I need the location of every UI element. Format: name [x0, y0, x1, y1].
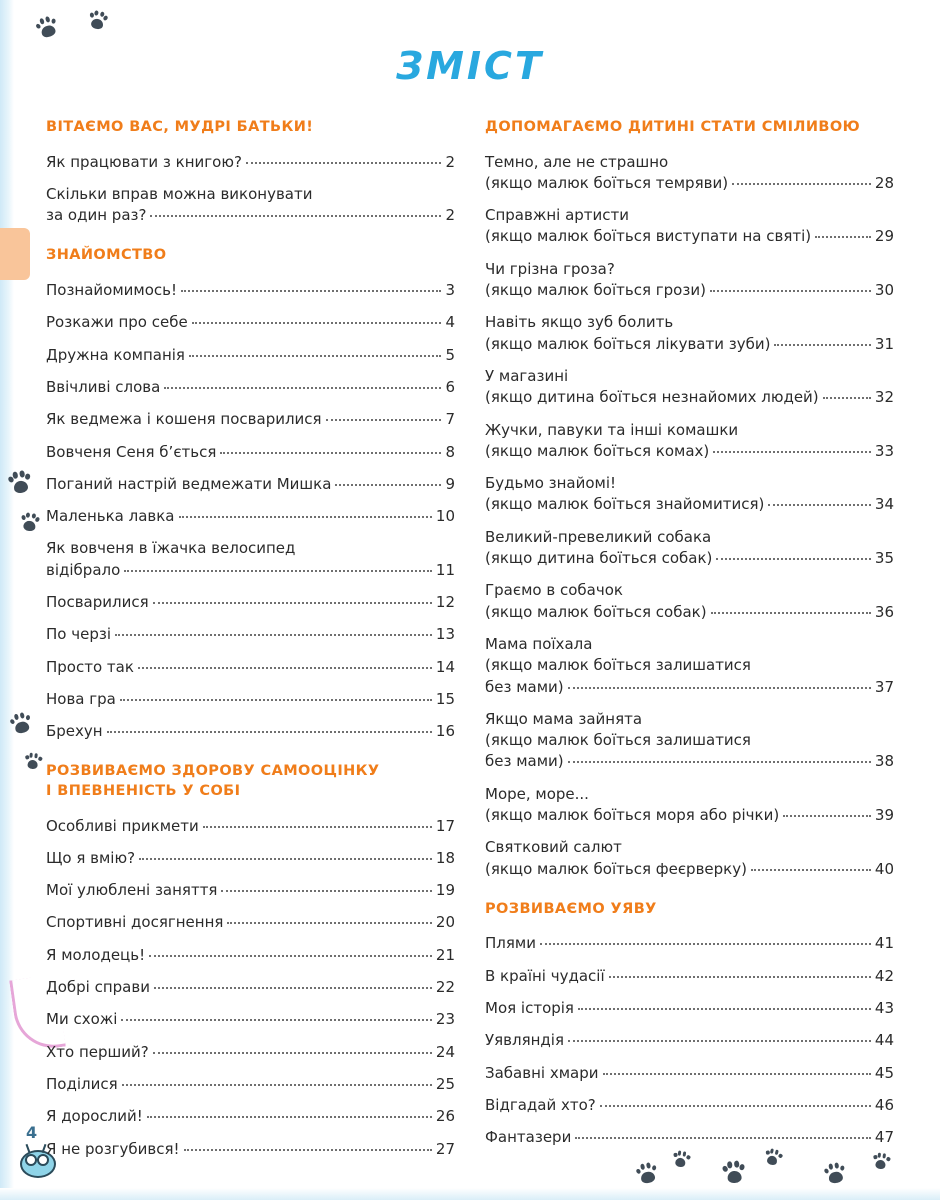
toc-leader-dots — [711, 612, 871, 614]
toc-entry-row — [46, 1139, 455, 1160]
toc-entry-page-number: 28 — [874, 173, 894, 192]
toc-entry-label: Забавні хмари — [485, 1063, 599, 1082]
toc-entry-page-number: 21 — [435, 945, 455, 964]
toc-entry-page-number: 41 — [874, 934, 894, 953]
toc-entry-row — [46, 912, 455, 933]
toc-entry-row — [46, 689, 455, 710]
toc-entry-row — [485, 494, 894, 515]
toc-entry-row — [485, 1127, 894, 1148]
toc-entry-label: Великий-превеликий собака — [485, 527, 712, 546]
toc-leader-dots — [751, 869, 871, 871]
toc-entry-label: відібрало — [46, 560, 121, 579]
toc-leader-dots — [540, 943, 871, 945]
toc-entry[interactable] — [46, 474, 455, 495]
page-title: ЗМІСТ — [396, 44, 544, 88]
toc-leader-dots — [115, 634, 432, 636]
toc-entry-page-number: 46 — [874, 1095, 894, 1114]
toc-entry-label: Уявляндія — [485, 1031, 564, 1050]
toc-entry-row — [485, 1063, 894, 1084]
toc-entry-page-number: 20 — [435, 913, 455, 932]
toc-entry-label: (якщо малюк боїться залишатися — [485, 656, 751, 675]
toc-entry[interactable] — [485, 473, 894, 516]
toc-entry-page-number: 24 — [435, 1042, 455, 1061]
toc-entry-row — [485, 966, 894, 987]
toc-entry-page-number: 47 — [874, 1128, 894, 1147]
toc-entry[interactable] — [46, 721, 455, 742]
toc-entry[interactable] — [485, 998, 894, 1019]
toc-entry[interactable] — [46, 345, 455, 366]
toc-entry-row — [485, 441, 894, 462]
toc-entry[interactable] — [46, 184, 455, 227]
toc-leader-dots — [783, 815, 871, 817]
toc-entry-row — [46, 312, 455, 333]
toc-leader-dots — [121, 1019, 431, 1021]
toc-entry-row — [485, 173, 894, 194]
toc-right-column — [485, 118, 894, 1180]
toc-leader-dots — [179, 516, 432, 518]
toc-entry[interactable] — [46, 1106, 455, 1127]
toc-entry-label: Мої улюблені заняття — [46, 881, 218, 900]
toc-entry[interactable] — [485, 1127, 894, 1148]
toc-leader-dots — [768, 504, 871, 506]
toc-leader-dots — [154, 987, 432, 989]
toc-section-title: ВІТАЄМО ВАС, МУДРІ БАТЬКИ! — [46, 119, 314, 135]
toc-entry[interactable] — [46, 592, 455, 613]
toc-entry-label: Чи грізна гроза? — [485, 259, 615, 278]
page-bottom-edge-decoration — [0, 1188, 940, 1200]
toc-entry-page-number: 40 — [874, 859, 894, 878]
toc-leader-dots — [609, 976, 871, 978]
toc-entry-row — [485, 677, 894, 698]
toc-entry-row — [485, 1095, 894, 1116]
toc-leader-dots — [221, 890, 431, 892]
paw-print-icon — [86, 8, 110, 32]
toc-entry-label: Справжні артисти — [485, 206, 630, 225]
toc-entry-page-number: 35 — [874, 549, 894, 568]
toc-leader-dots — [710, 290, 871, 292]
toc-entry-label: Вовченя Сеня б’ється — [46, 442, 217, 461]
toc-entry-row — [46, 816, 455, 837]
toc-entry-page-number: 2 — [445, 152, 455, 171]
toc-entry[interactable] — [485, 420, 894, 463]
toc-entry-row — [46, 624, 455, 645]
toc-entry[interactable] — [485, 1095, 894, 1116]
toc-entry[interactable] — [485, 259, 894, 302]
toc-entry-label: Святковий салют — [485, 838, 622, 857]
toc-entry-label: Просто так — [46, 657, 134, 676]
toc-entry-row — [46, 977, 455, 998]
toc-entry-label: (якщо малюк боїться знайомитися) — [485, 495, 765, 514]
toc-section — [46, 762, 455, 1159]
toc-entry-page-number: 39 — [874, 805, 894, 824]
toc-entry-page-number: 12 — [435, 592, 455, 611]
toc-entry-row — [46, 345, 455, 366]
toc-entry-label: без мами) — [485, 677, 564, 696]
toc-entry-label: Навіть якщо зуб болить — [485, 313, 674, 332]
toc-leader-dots — [568, 687, 871, 689]
toc-entry-page-number: 32 — [874, 388, 894, 407]
toc-entry-row — [46, 205, 455, 226]
toc-entry[interactable] — [46, 1042, 455, 1063]
toc-entry[interactable] — [46, 657, 455, 678]
toc-entry-label: (якщо дитина боїться незнайомих людей) — [485, 388, 819, 407]
toc-entry-label: Ввічливі слова — [46, 377, 161, 396]
toc-entry-row — [485, 280, 894, 301]
toc-entry-page-number: 27 — [435, 1139, 455, 1158]
toc-entry-page-number: 36 — [874, 602, 894, 621]
toc-entry-label: В країні чудасії — [485, 966, 605, 985]
toc-section-title: ЗНАЙОМСТВО — [46, 247, 167, 264]
toc-entry-page-number: 11 — [435, 560, 455, 579]
paw-print-icon — [33, 13, 61, 41]
toc-entry-label: Скільки вправ можна виконувати — [46, 184, 313, 203]
toc-entry-label: (якщо малюк боїться виступати на святі) — [485, 227, 812, 246]
toc-leader-dots — [575, 1137, 871, 1139]
toc-entry[interactable] — [46, 880, 455, 901]
toc-entry-page-number: 5 — [445, 345, 455, 364]
toc-entry[interactable] — [485, 709, 894, 773]
toc-entry-row — [485, 998, 894, 1019]
toc-entry[interactable] — [46, 409, 455, 430]
toc-entry-label: Хто перший? — [46, 1042, 149, 1061]
toc-entry[interactable] — [485, 784, 894, 827]
toc-entry-label: (якщо малюк боїться грози) — [485, 281, 706, 300]
toc-entry[interactable] — [46, 1009, 455, 1030]
toc-entry[interactable] — [46, 442, 455, 463]
toc-entry-row — [46, 1009, 455, 1030]
toc-entry-row — [46, 1042, 455, 1063]
toc-entry-row — [46, 442, 455, 463]
toc-entry-page-number: 31 — [874, 334, 894, 353]
toc-leader-dots — [107, 731, 432, 733]
toc-entry-label: Як ведмежа і кошеня посварилися — [46, 410, 322, 429]
toc-entry-row — [46, 506, 455, 527]
toc-entry[interactable] — [485, 366, 894, 409]
toc-entry-label: Особливі прикмети — [46, 816, 199, 835]
toc-entry-row — [46, 657, 455, 678]
toc-entry[interactable] — [485, 205, 894, 248]
toc-entry-label: Дружна компанія — [46, 345, 185, 364]
toc-entry-page-number: 7 — [445, 410, 455, 429]
toc-entry-row — [485, 387, 894, 408]
toc-entry-row — [485, 751, 894, 772]
toc-entry[interactable] — [46, 1139, 455, 1160]
toc-entry-page-number: 44 — [874, 1031, 894, 1050]
toc-entry-page-number: 37 — [874, 677, 894, 696]
toc-entry[interactable] — [46, 624, 455, 645]
toc-entry-row — [485, 805, 894, 826]
toc-entry[interactable] — [485, 1030, 894, 1051]
toc-leader-dots — [138, 667, 432, 669]
toc-entry-label: Я молодець! — [46, 945, 146, 964]
toc-entry-page-number: 4 — [445, 313, 455, 332]
toc-entry-page-number: 26 — [435, 1107, 455, 1126]
toc-leader-dots — [578, 1008, 871, 1010]
toc-entry[interactable] — [46, 816, 455, 837]
toc-entry[interactable] — [46, 312, 455, 333]
toc-entry-page-number: 23 — [435, 1010, 455, 1029]
page-number: 4 — [26, 1123, 38, 1142]
toc-entry-row — [485, 602, 894, 623]
toc-entry-page-number: 14 — [435, 657, 455, 676]
toc-leader-dots — [153, 1052, 432, 1054]
toc-entry[interactable] — [485, 580, 894, 623]
toc-entry[interactable] — [485, 837, 894, 880]
toc-leader-dots — [124, 570, 432, 572]
toc-leader-dots — [189, 355, 442, 357]
toc-section — [46, 118, 455, 226]
toc-entry-label: без мами) — [485, 752, 564, 771]
toc-section — [485, 900, 894, 1149]
toc-entry-page-number: 42 — [874, 966, 894, 985]
toc-section-title: ДОПОМАГАЄМО ДИТИНІ СТАТИ СМІЛИВОЮ — [485, 119, 860, 135]
toc-leader-dots — [227, 922, 431, 924]
toc-entry-page-number: 15 — [435, 689, 455, 708]
toc-entry[interactable] — [46, 912, 455, 933]
toc-entry-page-number: 45 — [874, 1063, 894, 1082]
toc-entry-label: Я не розгубився! — [46, 1139, 180, 1158]
toc-entry-label: Добрі справи — [46, 978, 150, 997]
toc-section — [485, 118, 894, 880]
toc-entry-row — [46, 280, 455, 301]
toc-entry-label: Граємо в собачок — [485, 581, 623, 600]
toc-entry-page-number: 34 — [874, 495, 894, 514]
toc-entry-row — [46, 560, 455, 581]
toc-entry-row — [485, 933, 894, 954]
toc-entry-row — [46, 945, 455, 966]
table-of-contents — [0, 118, 940, 1180]
toc-section — [46, 246, 455, 742]
toc-leader-dots — [603, 1073, 871, 1075]
toc-entry-label: Я дорослий! — [46, 1107, 143, 1126]
toc-entry-row — [485, 334, 894, 355]
toc-leader-dots — [149, 955, 432, 957]
toc-entry-label: (якщо малюк боїться собак) — [485, 602, 707, 621]
toc-entry-label: Що я вмію? — [46, 848, 136, 867]
toc-leader-dots — [122, 1084, 432, 1086]
toc-entry-label: Брехун — [46, 722, 103, 741]
toc-leader-dots — [246, 162, 442, 164]
toc-section-title: РОЗВИВАЄМО ЗДОРОВУ САМООЦІНКУ І ВПЕВНЕНІСТЬ У СОБІ — [46, 763, 380, 800]
toc-leader-dots — [139, 858, 432, 860]
toc-entry[interactable] — [46, 848, 455, 869]
toc-entry-page-number: 13 — [435, 625, 455, 644]
toc-leader-dots — [147, 1116, 432, 1118]
toc-leader-dots — [184, 1149, 432, 1151]
toc-leader-dots — [181, 290, 441, 292]
toc-entry-page-number: 33 — [874, 441, 894, 460]
toc-entry[interactable] — [46, 538, 455, 581]
toc-entry-label: Маленька лавка — [46, 507, 175, 526]
toc-entry-page-number: 9 — [445, 474, 455, 493]
toc-leader-dots — [774, 344, 870, 346]
toc-entry-label: (якщо малюк боїться феєрверку) — [485, 859, 747, 878]
toc-entry-page-number: 19 — [435, 881, 455, 900]
toc-entry-row — [46, 1074, 455, 1095]
toc-entry-page-number: 38 — [874, 752, 894, 771]
toc-entry-page-number: 22 — [435, 978, 455, 997]
toc-entry-label: Жучки, павуки та інші комашки — [485, 420, 739, 439]
toc-entry-label: Плями — [485, 934, 536, 953]
toc-entry-row — [485, 226, 894, 247]
toc-entry[interactable] — [485, 1063, 894, 1084]
toc-entry-label: Спортивні досягнення — [46, 913, 224, 932]
toc-entry[interactable] — [485, 312, 894, 355]
toc-leader-dots — [600, 1105, 871, 1107]
toc-entry-label: Море, море... — [485, 784, 589, 803]
toc-leader-dots — [713, 451, 871, 453]
toc-entry-label: Якщо мама зайнята — [485, 709, 643, 728]
toc-entry-page-number: 18 — [435, 848, 455, 867]
toc-entry[interactable] — [485, 152, 894, 195]
toc-entry-label: за один раз? — [46, 206, 147, 225]
toc-entry-row — [46, 152, 455, 173]
toc-entry[interactable] — [485, 966, 894, 987]
toc-entry-label: Познайомимось! — [46, 281, 178, 300]
toc-entry-label: (якщо малюк боїться темряви) — [485, 173, 729, 192]
toc-entry-page-number: 43 — [874, 999, 894, 1018]
toc-entry[interactable] — [46, 506, 455, 527]
toc-left-column — [46, 118, 455, 1180]
toc-entry-row — [46, 474, 455, 495]
toc-entry-row — [485, 548, 894, 569]
toc-leader-dots — [815, 236, 871, 238]
toc-entry[interactable] — [485, 933, 894, 954]
toc-entry-page-number: 25 — [435, 1074, 455, 1093]
toc-entry[interactable] — [46, 1074, 455, 1095]
toc-entry-label: (якщо малюк боїться моря або річки) — [485, 805, 780, 824]
toc-leader-dots — [153, 602, 432, 604]
toc-entry-label: Відгадай хто? — [485, 1095, 596, 1114]
toc-entry-page-number: 30 — [874, 281, 894, 300]
toc-entry-row — [46, 1106, 455, 1127]
toc-entry-label: Поділися — [46, 1074, 118, 1093]
toc-entry-label: Поганий настрій ведмежати Мишка — [46, 474, 332, 493]
toc-leader-dots — [823, 397, 871, 399]
toc-leader-dots — [732, 183, 871, 185]
toc-leader-dots — [150, 215, 441, 217]
toc-entry-label: У магазині — [485, 366, 569, 385]
toc-entry-page-number: 17 — [435, 816, 455, 835]
toc-entry[interactable] — [46, 152, 455, 173]
toc-leader-dots — [203, 826, 432, 828]
toc-entry[interactable] — [46, 377, 455, 398]
toc-entry-label: Будьмо знайомі! — [485, 474, 617, 493]
toc-entry-label: Як працювати з книгою? — [46, 152, 242, 171]
toc-entry-page-number: 8 — [445, 442, 455, 461]
toc-entry-label: Ми схожі — [46, 1010, 118, 1029]
toc-entry-page-number: 6 — [445, 377, 455, 396]
toc-entry[interactable] — [46, 689, 455, 710]
toc-entry-label: Моя історія — [485, 999, 574, 1018]
toc-entry-page-number: 2 — [445, 206, 455, 225]
toc-entry-label: Посварилися — [46, 592, 149, 611]
toc-entry-label: Мама поїхала — [485, 634, 593, 653]
toc-entry[interactable] — [485, 527, 894, 570]
toc-entry-page-number: 29 — [874, 227, 894, 246]
toc-leader-dots — [335, 484, 441, 486]
toc-entry-label: (якщо малюк боїться лікувати зуби) — [485, 334, 771, 353]
toc-entry-page-number: 3 — [445, 281, 455, 300]
toc-leader-dots — [568, 1040, 871, 1042]
toc-entry-label: (якщо малюк боїться комах) — [485, 441, 710, 460]
toc-entry-label: (якщо дитина боїться собак) — [485, 549, 713, 568]
toc-entry-label: Темно, але не страшно — [485, 152, 669, 171]
toc-leader-dots — [220, 452, 441, 454]
toc-entry-label: Як вовченя в їжачка велосипед — [46, 539, 296, 558]
toc-leader-dots — [716, 558, 871, 560]
toc-entry-label: Розкажи про себе — [46, 313, 188, 332]
toc-leader-dots — [120, 699, 432, 701]
toc-entry-row — [46, 848, 455, 869]
toc-entry-page-number: 10 — [435, 507, 455, 526]
toc-leader-dots — [568, 761, 871, 763]
toc-leader-dots — [164, 387, 441, 389]
toc-entry-label: По черзі — [46, 625, 111, 644]
toc-entry[interactable] — [46, 945, 455, 966]
toc-entry-label: (якщо малюк боїться залишатися — [485, 731, 751, 750]
toc-entry-row — [485, 1030, 894, 1051]
toc-entry[interactable] — [46, 977, 455, 998]
toc-entry-row — [46, 721, 455, 742]
toc-entry-page-number: 16 — [435, 722, 455, 741]
toc-entry-row — [46, 592, 455, 613]
toc-entry-row — [46, 377, 455, 398]
toc-entry-row — [46, 880, 455, 901]
toc-entry[interactable] — [485, 634, 894, 698]
toc-entry-row — [46, 409, 455, 430]
toc-entry-row — [485, 859, 894, 880]
toc-section-title: РОЗВИВАЄМО УЯВУ — [485, 900, 657, 917]
toc-entry[interactable] — [46, 280, 455, 301]
toc-entry-label: Нова гра — [46, 689, 116, 708]
toc-entry-label: Фантазери — [485, 1128, 572, 1147]
toc-leader-dots — [192, 322, 442, 324]
toc-leader-dots — [326, 419, 442, 421]
